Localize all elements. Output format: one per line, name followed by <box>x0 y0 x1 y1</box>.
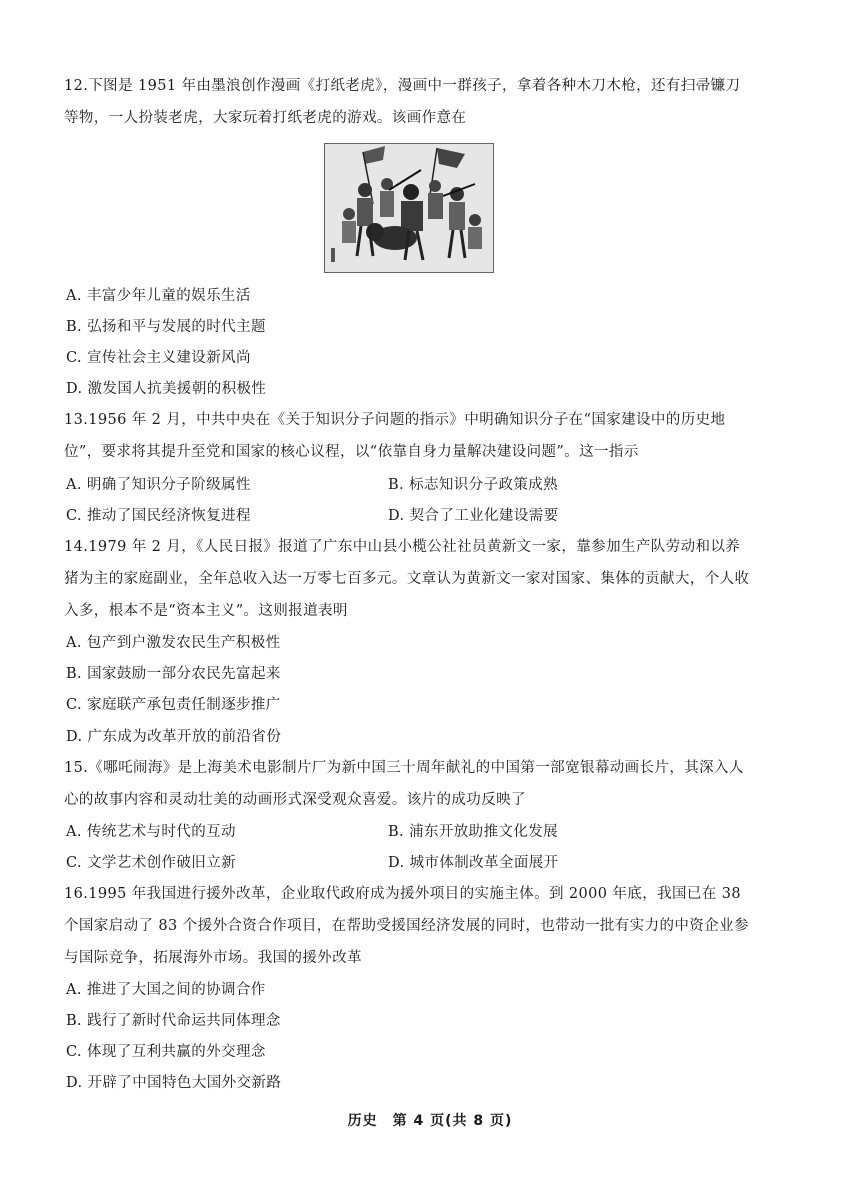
question-14-stem <box>64 531 754 627</box>
question-16-stem <box>64 878 754 974</box>
q16-option-b: B. 践行了新时代命运共同体理念 <box>66 1013 281 1029</box>
q15-option-c: C. 文学艺术创作破旧立新 <box>66 855 236 871</box>
question-text: 1979 年 2 月，《人民日报》报道了广东中山县小榄公社社员黄新文一家，靠参加生产队劳动和以养猪为主的家庭副业，全年总收入达一万零七百多元。文章认为黄新文一家对国家、集体的贡献大，个人收入多，根本不是“资本主义”。这则报道表明 <box>64 539 750 619</box>
question-number: 13. <box>64 412 89 428</box>
q13-option-c: C. 推动了国民经济恢复进程 <box>66 508 251 524</box>
q12-option-d: D. 激发国人抗美援朝的积极性 <box>66 381 267 397</box>
question-text: 1995 年我国进行援外改革，企业取代政府成为援外项目的实施主体。到 2000 年底，我国已在 38 个国家启动了 83 个援外合资合作项目，在帮助受援国经济发展的同时，也带动一批有实力的中资企业参与国际竞争，拓展海外市场。我国的援外改革 <box>64 886 749 966</box>
question-number: 15. <box>64 760 89 776</box>
q14-option-a: A. 包产到户激发农民生产积极性 <box>66 635 281 651</box>
question-15-stem <box>64 752 754 816</box>
q13-option-a: A. 明确了知识分子阶级属性 <box>66 477 251 493</box>
q12-option-c: C. 宣传社会主义建设新风尚 <box>66 350 251 366</box>
q14-option-d: D. 广东成为改革开放的前沿省份 <box>66 729 282 745</box>
q16-option-c: C. 体现了互利共赢的外交理念 <box>66 1044 266 1060</box>
cartoon-drawing <box>325 144 493 272</box>
question-text: 下图是 1951 年由墨浪创作漫画《打纸老虎》，漫画中一群孩子，拿着各种木刀木枪，还有扫帚镰刀等物，一人扮装老虎，大家玩着打纸老虎的游戏。该画作意在 <box>64 78 741 126</box>
q16-option-d: D. 开辟了中国特色大国外交新路 <box>66 1075 282 1091</box>
question-number: 14. <box>64 539 89 555</box>
q15-option-d: D. 城市体制改革全面展开 <box>388 855 559 871</box>
q16-option-a: A. 推进了大国之间的协调合作 <box>66 982 266 998</box>
question-12-stem <box>64 70 754 134</box>
q14-option-b: B. 国家鼓励一部分农民先富起来 <box>66 666 281 682</box>
q13-option-b: B. 标志知识分子政策成熟 <box>388 477 559 493</box>
q15-option-a: A. 传统艺术与时代的互动 <box>66 824 236 840</box>
q13-option-d: D. 契合了工业化建设需要 <box>388 508 559 524</box>
question-text: 《哪吒闹海》是上海美术电影制片厂为新中国三十周年献礼的中国第一部宽银幕动画长片，其深入人心的故事内容和灵动壮美的动画形式深受观众喜爱。该片的成功反映了 <box>64 760 744 808</box>
question-text: 1956 年 2 月，中共中央在《关于知识分子问题的指示》中明确知识分子在“国家建设中的历史地位”，要求将其提升至党和国家的核心议程，以“依靠自身力量解决建设问题”。这一指示 <box>64 412 726 460</box>
question-number: 16. <box>64 886 89 902</box>
question-13-stem <box>64 404 754 468</box>
cartoon-illustration <box>324 143 494 273</box>
q12-option-a: A. 丰富少年儿童的娱乐生活 <box>66 288 251 304</box>
q12-option-b: B. 弘扬和平与发展的时代主题 <box>66 319 266 335</box>
question-number: 12. <box>64 78 89 94</box>
q15-option-b: B. 浦东开放助推文化发展 <box>388 824 559 840</box>
q14-option-c: C. 家庭联产承包责任制逐步推广 <box>66 697 281 713</box>
page-footer: 历史 第 4 页(共 8 页) <box>347 1113 513 1129</box>
